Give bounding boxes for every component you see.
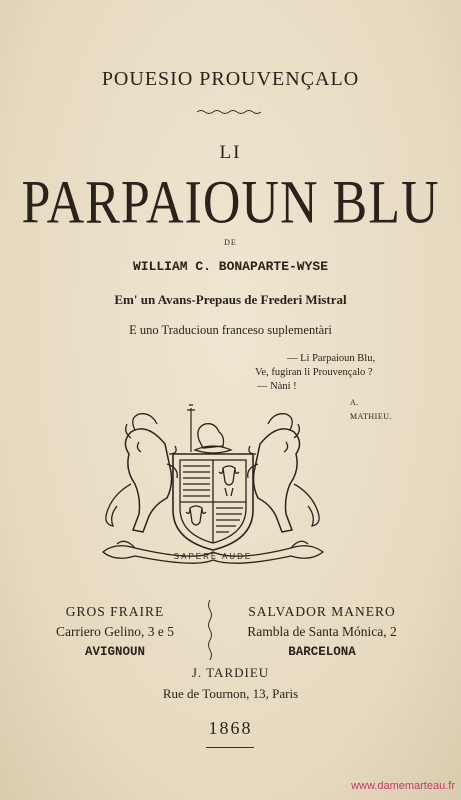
publisher-right bbox=[226, 602, 418, 662]
epigraph-attribution: A. MATHIEU. bbox=[350, 398, 392, 421]
publisher-left-name: GROS FRAIRE bbox=[65, 604, 165, 619]
publisher-right-name: SALVADOR MANERO bbox=[248, 604, 396, 619]
epigraph-line-3: — Nàni ! bbox=[257, 381, 297, 392]
publisher-divider bbox=[206, 600, 214, 660]
publisher-left-address: Carriero Gelino, 3 e 5 bbox=[55, 624, 175, 639]
title-article: LI bbox=[219, 142, 242, 163]
publisher-right-city: BARCELONA bbox=[288, 645, 356, 659]
by-label: DE bbox=[224, 238, 237, 247]
epigraph-line-1: — Li Parpaioun Blu, bbox=[287, 353, 376, 364]
ornament-divider bbox=[195, 108, 265, 116]
publication-year: 1868 bbox=[208, 718, 253, 738]
author-name: WILLIAM C. BONAPARTE-WYSE bbox=[132, 259, 329, 274]
printer-address: Rue de Tournon, 13, Paris bbox=[162, 686, 299, 701]
publisher-right-address: Rambla de Santa Mónica, 2 bbox=[247, 624, 397, 639]
coat-of-arms-icon bbox=[95, 402, 330, 572]
watermark-link[interactable]: www.damemarteau.fr bbox=[351, 780, 455, 792]
series-title: POUESIO PROUVENÇALO bbox=[101, 68, 360, 90]
crest-motto: SAPERE AUDE bbox=[173, 552, 253, 561]
publisher-left-city: AVIGNOUN bbox=[84, 645, 145, 659]
book-title: PARPAIOUN BLU bbox=[21, 169, 440, 237]
preface-line: Em' un Avans-Prepaus de Frederi Mistral bbox=[114, 292, 347, 307]
printer-name: J. TARDIEU bbox=[191, 665, 270, 680]
epigraph-line-2: Ve, fugiran li Prouvençalo ? bbox=[255, 367, 373, 378]
bottom-rule bbox=[206, 747, 254, 748]
translation-line: E uno Traducioun franceso suplementàri bbox=[129, 323, 332, 337]
publisher-left bbox=[34, 602, 196, 662]
